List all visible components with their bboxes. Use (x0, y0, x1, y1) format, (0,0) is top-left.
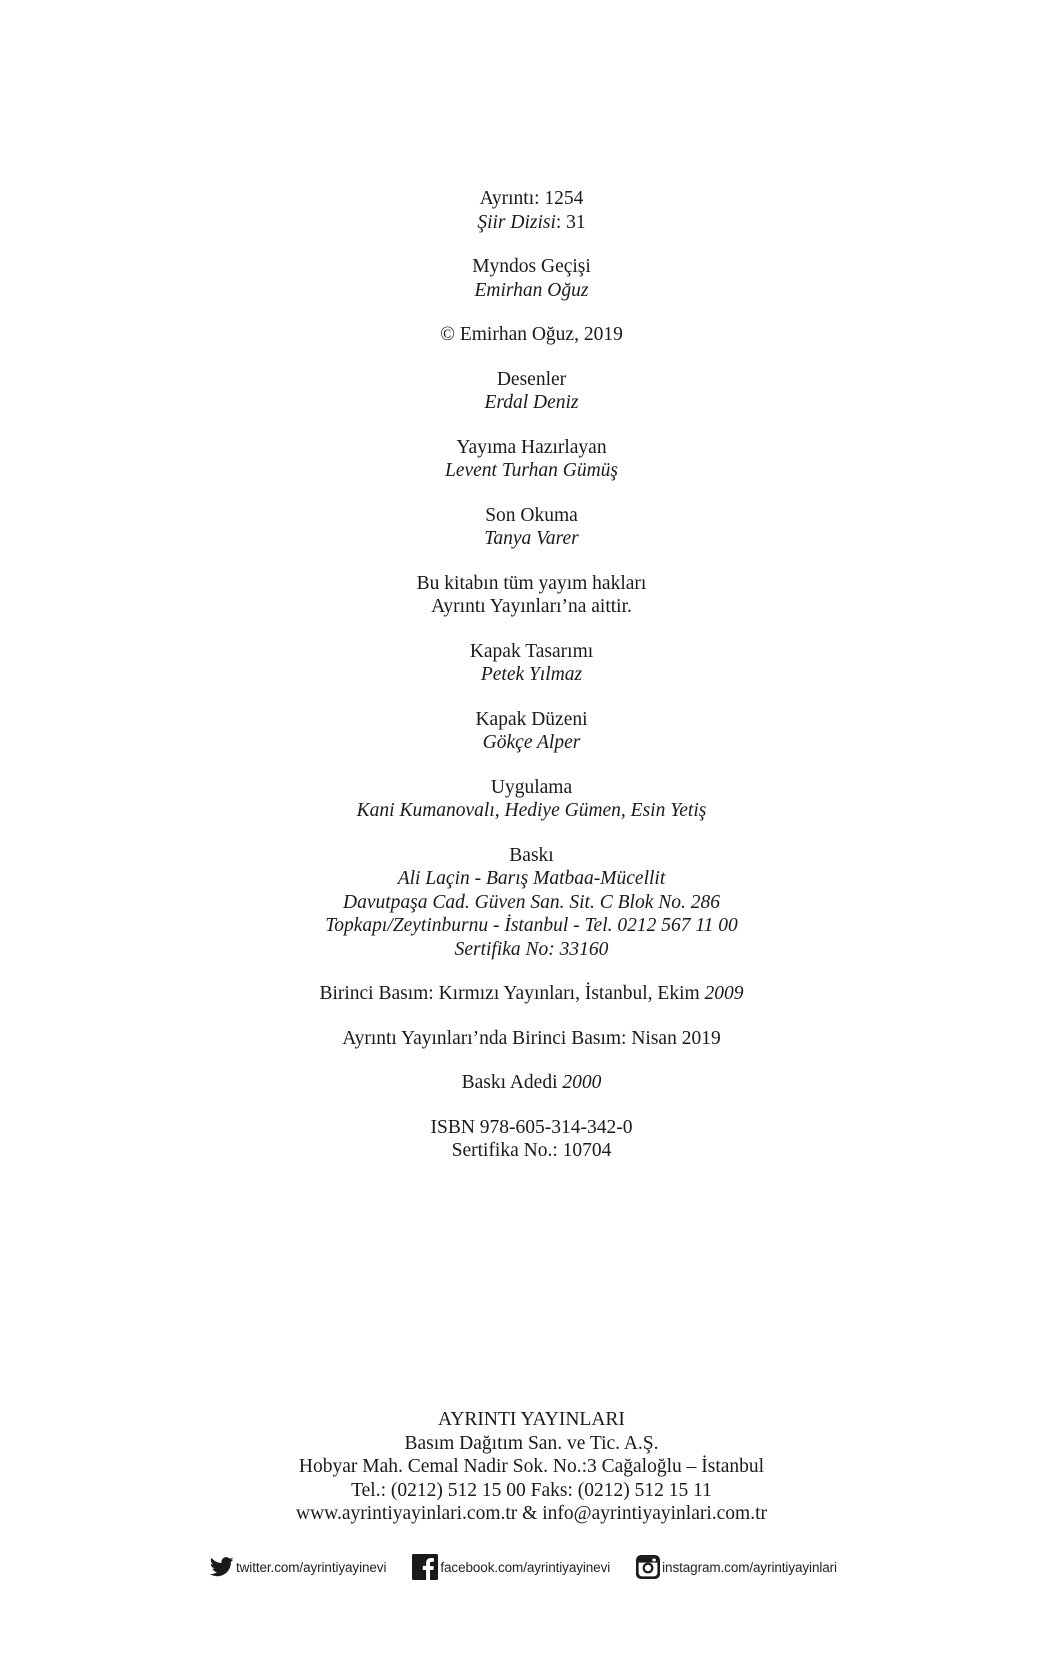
cover-design-block (0, 640, 1063, 687)
publisher-info (0, 1408, 1063, 1526)
facebook-handle: facebook.com/ayrintiyayinevi (440, 1559, 611, 1575)
instagram-icon (636, 1555, 660, 1579)
social-links (210, 1553, 863, 1581)
publisher-company: Basım Dağıtım San. ve Tic. A.Ş. (404, 1432, 659, 1454)
rights-block (0, 572, 1063, 619)
twitter-handle: twitter.com/ayrintiyayinevi (236, 1559, 387, 1575)
print-line-1: Ali Laçin - Barış Matbaa-Mücellit (397, 868, 666, 889)
cover-design-label: Kapak Tasarımı (469, 640, 594, 662)
book-title: Myndos Geçişi (472, 256, 591, 277)
certificate-number: Sertifika No.: 10704 (451, 1140, 612, 1161)
proofread-name: Tanya Varer (484, 528, 579, 549)
application-names: Kani Kumanovalı, Hediye Gümen, Esin Yetiş (356, 800, 707, 821)
print-line-4: Sertifika No: 33160 (454, 938, 609, 960)
series-name-number: : 31 (555, 211, 586, 233)
series-name-line (0, 211, 1063, 235)
colophon (0, 187, 1063, 1184)
publisher-web-email: www.ayrintiyayinlari.com.tr & info@ayrintiyayinlari.com.tr (295, 1503, 768, 1524)
series-number: Ayrıntı: 1254 (479, 188, 584, 209)
print-run-line (0, 1071, 1063, 1095)
ayrinti-first-edition: Ayrıntı Yayınları’nda Birinci Basım: Nisan 2019 (342, 1027, 721, 1049)
twitter-link[interactable] (210, 1557, 386, 1577)
instagram-link[interactable] (636, 1555, 837, 1579)
drawings-name: Erdal Deniz (484, 392, 579, 413)
cover-layout-name: Gökçe Alper (482, 732, 581, 753)
editor-label: Yayıma Hazırlayan (456, 436, 607, 458)
print-block (0, 844, 1063, 962)
proofread-label: Son Okuma (485, 504, 578, 526)
copyright-notice: © Emirhan Oğuz, 2019 (440, 324, 623, 345)
application-label: Uygulama (490, 776, 573, 798)
book-author: Emirhan Oğuz (474, 279, 589, 301)
print-run-value: 2000 (562, 1072, 602, 1093)
facebook-icon (412, 1554, 438, 1580)
print-label: Baskı (509, 844, 554, 866)
twitter-icon (210, 1557, 234, 1577)
cover-design-name: Petek Yılmaz (480, 664, 583, 685)
first-edition-block (0, 982, 1063, 1006)
drawings-block (0, 368, 1063, 415)
rights-line-2: Ayrıntı Yayınları’na aittir. (431, 596, 632, 617)
rights-line-1: Bu kitabın tüm yayım hakları (416, 572, 647, 594)
first-edition-line (0, 982, 1063, 1006)
series-name: Şiir Dizisi (477, 211, 556, 233)
instagram-handle: instagram.com/ayrintiyayinlari (662, 1559, 837, 1575)
cover-layout-label: Kapak Düzeni (475, 708, 588, 730)
proofread-block (0, 504, 1063, 551)
series-block (0, 187, 1063, 234)
print-run-label: Baskı Adedi (461, 1072, 563, 1093)
copyright-block (0, 323, 1063, 347)
editor-name: Levent Turhan Gümüş (445, 460, 618, 481)
cover-layout-block (0, 708, 1063, 755)
application-block (0, 776, 1063, 823)
editor-block (0, 436, 1063, 483)
title-block (0, 255, 1063, 302)
isbn: ISBN 978-605-314-342-0 (430, 1116, 633, 1138)
publisher-phone: Tel.: (0212) 512 15 00 Faks: (0212) 512 15 11 (351, 1479, 712, 1501)
print-line-2: Davutpaşa Cad. Güven San. Sit. C Blok No. 286 (343, 891, 720, 913)
publisher-name: AYRINTI YAYINLARI (438, 1409, 625, 1430)
facebook-link[interactable] (412, 1554, 610, 1580)
print-run-block (0, 1071, 1063, 1095)
print-line-3: Topkapı/Zeytinburnu - İstanbul - Tel. 0212 567 11 00 (325, 915, 738, 936)
first-edition-text: Birinci Basım: Kırmızı Yayınları, İstanbul, Ekim (319, 983, 705, 1004)
isbn-block (0, 1116, 1063, 1163)
drawings-label: Desenler (496, 368, 567, 390)
publisher-address: Hobyar Mah. Cemal Nadir Sok. No.:3 Cağaloğlu – İstanbul (298, 1456, 765, 1477)
first-edition-year: 2009 (704, 983, 744, 1004)
ayrinti-edition-block (0, 1027, 1063, 1051)
